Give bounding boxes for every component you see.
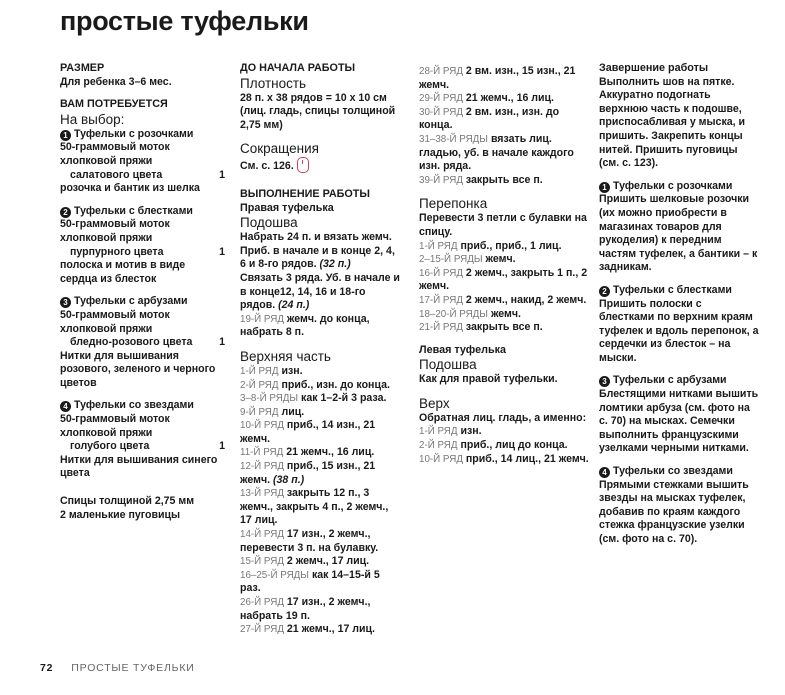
variant-2-color: пурпурного цвета 1	[70, 245, 225, 258]
variant-2-extra: полоска и мотив в виде сердца из блесток	[60, 259, 186, 285]
left-shoe-heading: Левая туфелька	[419, 343, 507, 356]
upper-heading: Верхняя часть	[240, 348, 331, 364]
footer-section: ПРОСТЫЕ ТУФЕЛЬКИ	[71, 662, 195, 674]
page-number: 72	[40, 662, 54, 674]
variant-4-heading: 4 Туфельки со звездами	[60, 399, 225, 413]
upper-row-27: 27-Й РЯД 21 жемч., 17 лиц.	[240, 623, 375, 636]
top-row-2: 2-Й РЯД приб., лиц до конца.	[419, 439, 568, 452]
upper-row-16-25: 16–25-Й РЯДЫ как 14–15-й 5 раз.	[240, 568, 380, 595]
number-4-icon: 4	[599, 467, 610, 478]
finish-1-heading: 1 Туфельки с розочками	[599, 180, 759, 194]
sole-step-2: Приб. в начале и в конце 2, 4, 6 и 8-го рядов. (32 п.)	[240, 244, 395, 271]
number-3-icon: 3	[60, 297, 71, 308]
upper-row-3-8: 3–8-Й РЯДЫ как 1–2-й 3 раза.	[240, 392, 387, 405]
strap-text: Перевести 3 петли с булавки на спицу.	[419, 212, 587, 238]
strap-row-2-15: 2–15-Й РЯДЫ жемч.	[419, 253, 516, 266]
variant-4-yarn: 50-граммовый моток хлопковой пряжи	[60, 413, 170, 439]
upper-row-39: 39-Й РЯД закрыть все п.	[419, 173, 543, 186]
strap-row-18-20: 18–20-Й РЯДЫ жемч.	[419, 307, 521, 320]
upper-row-12: 12-Й РЯД приб., 15 изн., 21 жемч. (38 п.)	[240, 460, 376, 486]
work-heading: ВЫПОЛНЕНИЕ РАБОТЫ	[240, 187, 370, 200]
top-row-1: 1-Й РЯД изн.	[419, 425, 482, 438]
upper-row-29: 29-Й РЯД 21 жемч., 16 лиц.	[419, 92, 554, 105]
mouse-icon	[297, 157, 309, 173]
variant-1-color: салатового цвета 1	[70, 168, 225, 181]
strap-row-17: 17-Й РЯД 2 жемч., накид, 2 жемч.	[419, 293, 587, 306]
size-heading: РАЗМЕР	[60, 62, 105, 74]
upper-row-30: 30-Й РЯД 2 вм. изн., изн. до конца.	[419, 105, 560, 132]
instructions-column-2	[419, 65, 591, 466]
finish-1-text: Пришить шелковые розочки (их можно приобрести в магазинах товаров для рукоделия) к передним частям туфелек, а бантики – к задникам.	[599, 193, 758, 274]
variant-3-heading: 3 Туфельки с арбузами	[60, 295, 225, 309]
sole-heading: Подошва	[240, 215, 298, 231]
left-sole-heading: Подошва	[419, 357, 477, 373]
abbr-text: См. с. 126.	[240, 157, 402, 174]
upper-row-26: 26-Й РЯД 17 изн., 2 жемч., набрать 19 п.	[240, 596, 371, 622]
upper-row-11: 11-Й РЯД 21 жемч., 16 лиц.	[240, 446, 375, 459]
top-row-10: 10-Й РЯД приб., 14 лиц., 21 жемч.	[419, 452, 589, 465]
upper-row-13: 13-Й РЯД закрыть 12 п., 3 жемч., закрыть 4 п., 2 жемч., 17 лиц.	[240, 487, 389, 527]
finishing-heading: Завершение работы	[599, 62, 709, 74]
finishing-column	[599, 62, 759, 547]
strap-row-1: 1-Й РЯД приб., приб., 1 лиц.	[419, 239, 562, 252]
finish-2-text: Пришить полоски с блестками по верхним краям туфелек и вдоль перепонок, а сердечки из блесток – на мыски.	[599, 297, 759, 364]
strap-heading: Перепонка	[419, 196, 488, 212]
tools-buttons: 2 маленькие пуговицы	[60, 508, 181, 521]
abbr-heading: Сокращения	[240, 141, 319, 157]
instructions-column-1	[240, 62, 402, 637]
choice-label: На выбор:	[60, 111, 125, 127]
variant-3-extra: Нитки для вышивания розового, зеленого и черного цветов	[60, 349, 216, 389]
number-1-icon: 1	[599, 182, 610, 193]
strap-row-16: 16-Й РЯД 2 жемч., закрыть 1 п., 2 жемч.	[419, 266, 588, 293]
materials-heading: ВАМ ПОТРЕБУЕТСЯ	[60, 98, 168, 111]
variant-1-yarn: 50-граммовый моток хлопковой пряжи	[60, 141, 170, 167]
variant-4-extra: Нитки для вышивания синего цвета	[60, 453, 218, 480]
strap-row-21: 21-Й РЯД закрыть все п.	[419, 321, 543, 334]
variant-3-color: бледно-розового цвета 1	[70, 336, 225, 349]
page-footer	[40, 662, 195, 674]
top-text: Обратная лиц. гладь, а именно:	[419, 411, 587, 424]
variant-4-color: голубого цвета 1	[70, 440, 225, 453]
variant-1-heading: 1 Туфельки с розочками	[60, 128, 225, 142]
upper-row-15: 15-Й РЯД 2 жемч., 17 лиц.	[240, 555, 370, 568]
finish-4-text: Прямыми стежками вышить звезды на мысках туфелек, добавив по краям каждого стежка французские узелки (см. фото на с. 70).	[599, 478, 749, 545]
finish-3-text: Блестящими нитками вышить ломтики арбуза (см. фото на с. 70) на мысках. Семечки выполнить французскими узелками черными нитками.	[599, 388, 759, 455]
before-heading: ДО НАЧАЛА РАБОТЫ	[240, 62, 356, 74]
finish-2-heading: 2 Туфельки с блестками	[599, 284, 759, 298]
gauge-text: 28 п. х 38 рядов = 10 х 10 см	[240, 91, 387, 104]
variant-3-yarn: 50-граммовый моток хлопковой пряжи	[60, 308, 170, 335]
upper-row-2: 2-Й РЯД приб., изн. до конца.	[240, 378, 390, 391]
sole-step-1: Набрать 24 п. и вязать жемч.	[240, 231, 392, 244]
upper-row-1: 1-Й РЯД изн.	[240, 364, 303, 377]
upper-row-9: 9-Й РЯД лиц.	[240, 405, 305, 418]
number-1-icon: 1	[60, 130, 71, 141]
number-4-icon: 4	[60, 401, 71, 412]
tools-needles: Спицы толщиной 2,75 мм	[60, 495, 195, 508]
upper-row-28: 28-Й РЯД 2 вм. изн., 15 изн., 21 жемч.	[419, 65, 576, 91]
upper-row-31-38: 31–38-Й РЯДЫ вязать лиц. гладью, уб. в начале каждого изн. ряда.	[419, 132, 574, 173]
upper-row-14: 14-Й РЯД 17 изн., 2 жемч., перевести 3 п. на булавку.	[240, 528, 379, 554]
number-3-icon: 3	[599, 376, 610, 387]
finish-4-heading: 4 Туфельки со звездами	[599, 465, 759, 479]
size-text: Для ребенка 3–6 мес.	[60, 75, 172, 88]
gauge-heading: Плотность	[240, 75, 307, 91]
left-sole-text: Как для правой туфельки.	[419, 373, 558, 386]
finishing-text: Выполнить шов на пятке. Аккуратно подогнать верхнюю часть к подошве, приспосабливая у мыска, и пришить. Закрепить концы нитей. Пришить пуговицы (см. с. 123).	[599, 75, 746, 170]
materials-column	[60, 62, 225, 522]
right-shoe-heading: Правая туфелька	[240, 201, 334, 214]
upper-row-10: 10-Й РЯД приб., 14 изн., 21 жемч.	[240, 419, 376, 445]
finish-3-heading: 3 Туфельки с арбузами	[599, 374, 759, 388]
number-2-icon: 2	[60, 207, 71, 218]
sole-row-19: 19-Й РЯД жемч. до конца, набрать 8 п.	[240, 312, 370, 339]
gauge-note: (лиц. гладь, спицы толщиной 2,75 мм)	[240, 105, 396, 131]
sole-step-3: Связать 3 ряда. Уб. в начале и в конце12, 14, 16 и 18-го рядов. (24 п.)	[240, 271, 400, 312]
variant-2-heading: 2 Туфельки с блестками	[60, 205, 225, 219]
number-2-icon: 2	[599, 286, 610, 297]
page-title: простые туфельки	[60, 6, 309, 36]
variant-1-extra: розочка и бантик из шелка	[60, 182, 200, 195]
top-heading: Верх	[419, 395, 450, 411]
variant-2-yarn: 50-граммовый моток хлопковой пряжи	[60, 218, 170, 244]
